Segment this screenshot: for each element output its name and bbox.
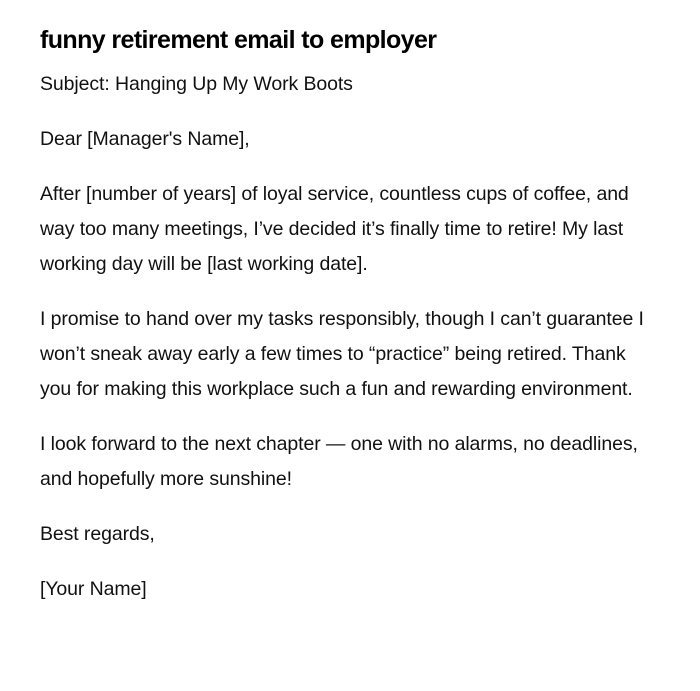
document-title: funny retirement email to employer	[40, 26, 437, 54]
email-body-paragraph-3: I look forward to the next chapter — one with no alarms, no deadlines, and hopefully more sunshine!	[40, 433, 638, 490]
email-body-paragraph-1: After [number of years] of loyal service, countless cups of coffee, and way too many meetings, I’ve decided it’s finally time to retire! My last working day will be [last working date].	[40, 183, 629, 275]
email-greeting: Dear [Manager's Name],	[40, 128, 250, 150]
email-subject-line: Subject: Hanging Up My Work Boots	[40, 73, 353, 95]
email-body-paragraph-2: I promise to hand over my tasks responsibly, though I can’t guarantee I won’t sneak away early a few times to “practice” being retired. Thank you for making this workplace such a fun and rewarding environment.	[40, 308, 644, 400]
email-closing: Best regards,	[40, 523, 155, 545]
email-signature: [Your Name]	[40, 578, 147, 600]
